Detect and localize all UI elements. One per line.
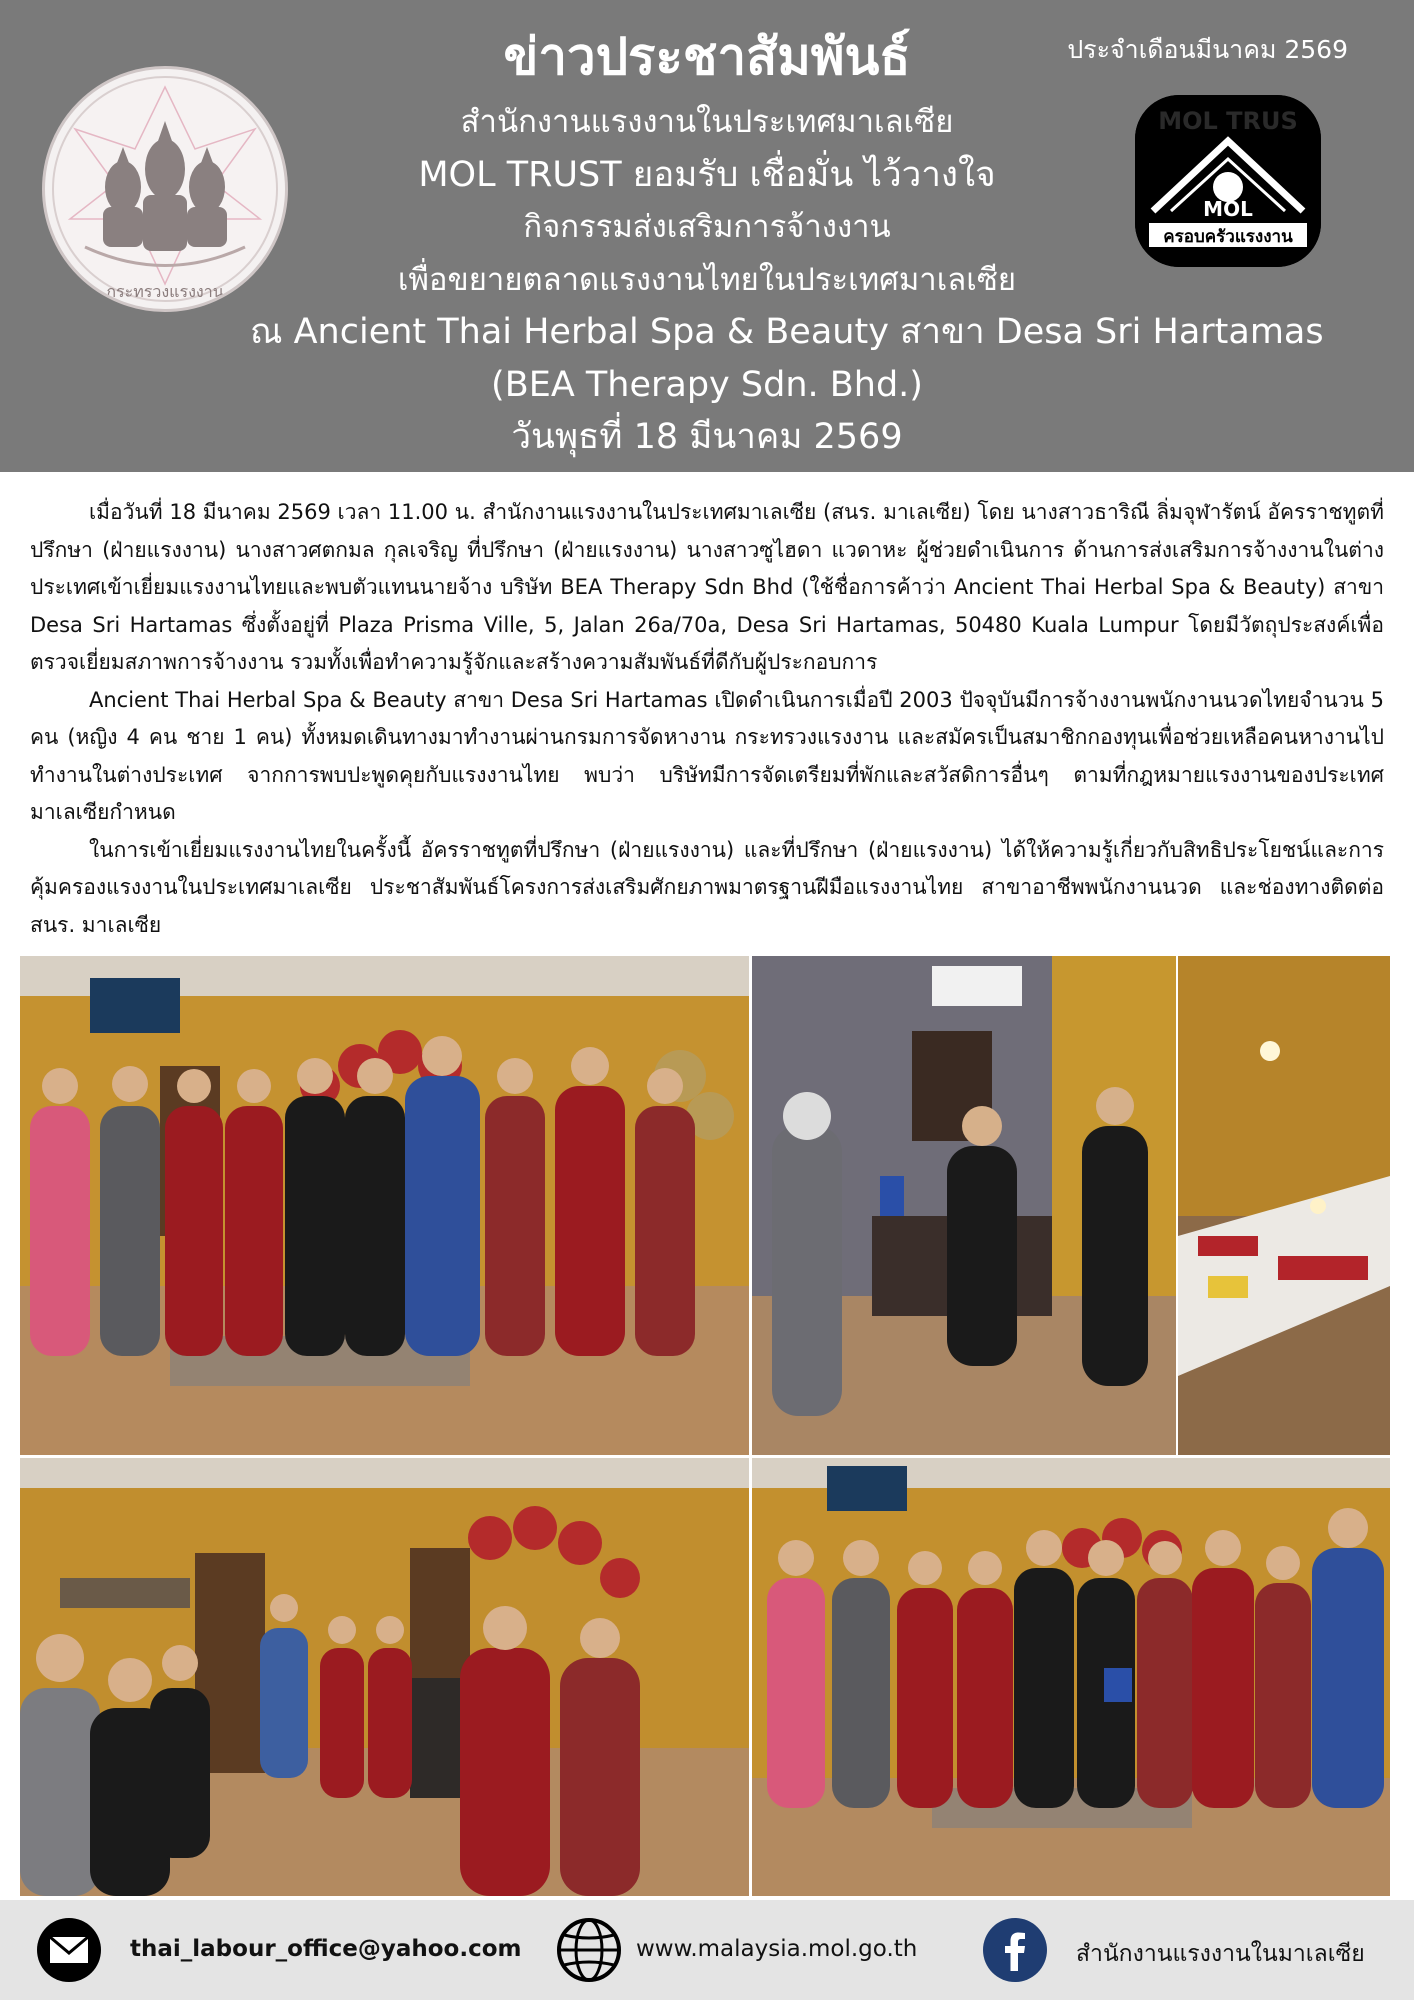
photo-group-handover [20,956,749,1455]
header-purpose: เพื่อขยายตลาดแรงงานไทยในประเทศมาเลเซีย [397,261,1017,298]
header-slogan: MOL TRUST ยอมรับ เชื่อมั่น ไว้วางใจ [418,154,996,195]
mol-trust-logo [1135,95,1321,267]
header-office: สำนักงานแรงงานในประเทศมาเลเซีย [460,104,954,140]
page-footer [0,1900,1414,2000]
paragraph-outcome: ในการเข้าเยี่ยมแรงงานไทยในครั้งนี้ อัครราชทูตที่ปรึกษา (ฝ่ายแรงงาน) และที่ปรึกษา (ฝ่ายแรงงาน) ได้ให้ความรู้เกี่ยวกับสิทธิประโยชน์และการคุ้มครองแรงงานในประเทศมาเลเซีย ประชาสัมพันธ์โครงการส่งเสริมศักยภาพมาตรฐานฝีมือแรงงานไทย สาขาอาชีพพนักงานนวด และช่องทางติดต่อ สนร. มาเลเซีย [30,837,1384,937]
photo-staff-briefing [20,1458,749,1896]
paragraph-company: Ancient Thai Herbal Spa & Beauty สาขา Desa Sri Hartamas เปิดดำเนินการเมื่อปี 2003 ปัจจุบันมีการจ้างงานพนักงานนวดไทยจำนวน 5 คน (หญิง 4 คน ชาย 1 คน) ทั้งหมดเดินทางมาทำงานผ่านกรมการจัดหางาน กระทรวงแรงงาน และสมัครเป็นสมาชิกกองทุนเพื่อช่วยเหลือคนหางานไปทำงานในต่างประเทศ จากการพบปะพูดคุยกับแรงงานไทย พบว่า บริษัทมีการจัดเตรียมที่พักและสวัสดิการอื่นๆ ตามที่กฎหมายแรงงานของประเทศมาเลเซียกำหนด [30,687,1384,824]
facebook-icon [982,1917,1048,1983]
logo-mol-text: MOL [1203,197,1253,221]
paragraph-visit: เมื่อวันที่ 18 มีนาคม 2569 เวลา 11.00 น. สำนักงานแรงงานในประเทศมาเลเซีย (สนร. มาเลเซีย) โดย นางสาวธาริณี ลิ่มจุฬารัตน์ อัครราชทูตที่ปรึกษา (ฝ่ายแรงงาน) นางสาวศตกมล กุลเจริญ ที่ปรึกษา (ฝ่ายแรงงาน) นางสาวซูไฮดา แวดาหะ ผู้ช่วยดำเนินการ ด้านการส่งเสริมการจ้างงานในต่างประเทศเข้าเยี่ยมแรงงานไทยและพบตัวแทนนายจ้าง บริษัท BEA Therapy Sdn Bhd (ใช้ชื่อการค้าว่า Ancient Thai Herbal Spa & Beauty) สาขา Desa Sri Hartamas ซึ่งตั้งอยู่ที่ Plaza Prisma Ville, 5, Jalan 26a/70a, Desa Sri Hartamas, 50480 Kuala Lumpur โดยมีวัตถุประสงค์เพื่อตรวจเยี่ยมสภาพการจ้างงาน รวมทั้งเพื่อทำความรู้จักและสร้างความสัมพันธ์ที่ดีกับผู้ประกอบการ [30,500,1384,674]
mail-icon [36,1917,102,1983]
header-activity: กิจกรรมส่งเสริมการจ้างงาน [523,209,891,245]
logo-top-text: MOL TRUS [1158,107,1298,135]
footer-website[interactable]: www.malaysia.mol.go.th [636,1936,918,1962]
issue-date: ประจำเดือนมีนาคม 2569 [1067,35,1348,64]
article-body [30,494,1384,944]
footer-email[interactable]: thai_labour_office@yahoo.com [130,1936,522,1962]
header-event-date: วันพุธที่ 18 มีนาคม 2569 [511,417,903,457]
logo-bottom-text: ครอบครัวแรงงาน [1163,227,1293,247]
header-company: (BEA Therapy Sdn. Bhd.) [491,364,923,405]
header-venue: ณ Ancient Thai Herbal Spa & Beauty สาขา Desa Sri Hartamas [250,312,1324,352]
page-header [0,0,1414,472]
seal-text: กระทรวงแรงงาน [106,282,224,301]
photo-reception-area [752,956,1176,1455]
globe-icon [556,1917,622,1983]
footer-facebook[interactable]: สำนักงานแรงงานในมาเลเซีย [1076,1941,1365,1967]
photo-massage-room [1178,956,1390,1455]
photo-group-gift [752,1458,1390,1896]
page-title: ข่าวประชาสัมพันธ์ [503,28,911,87]
